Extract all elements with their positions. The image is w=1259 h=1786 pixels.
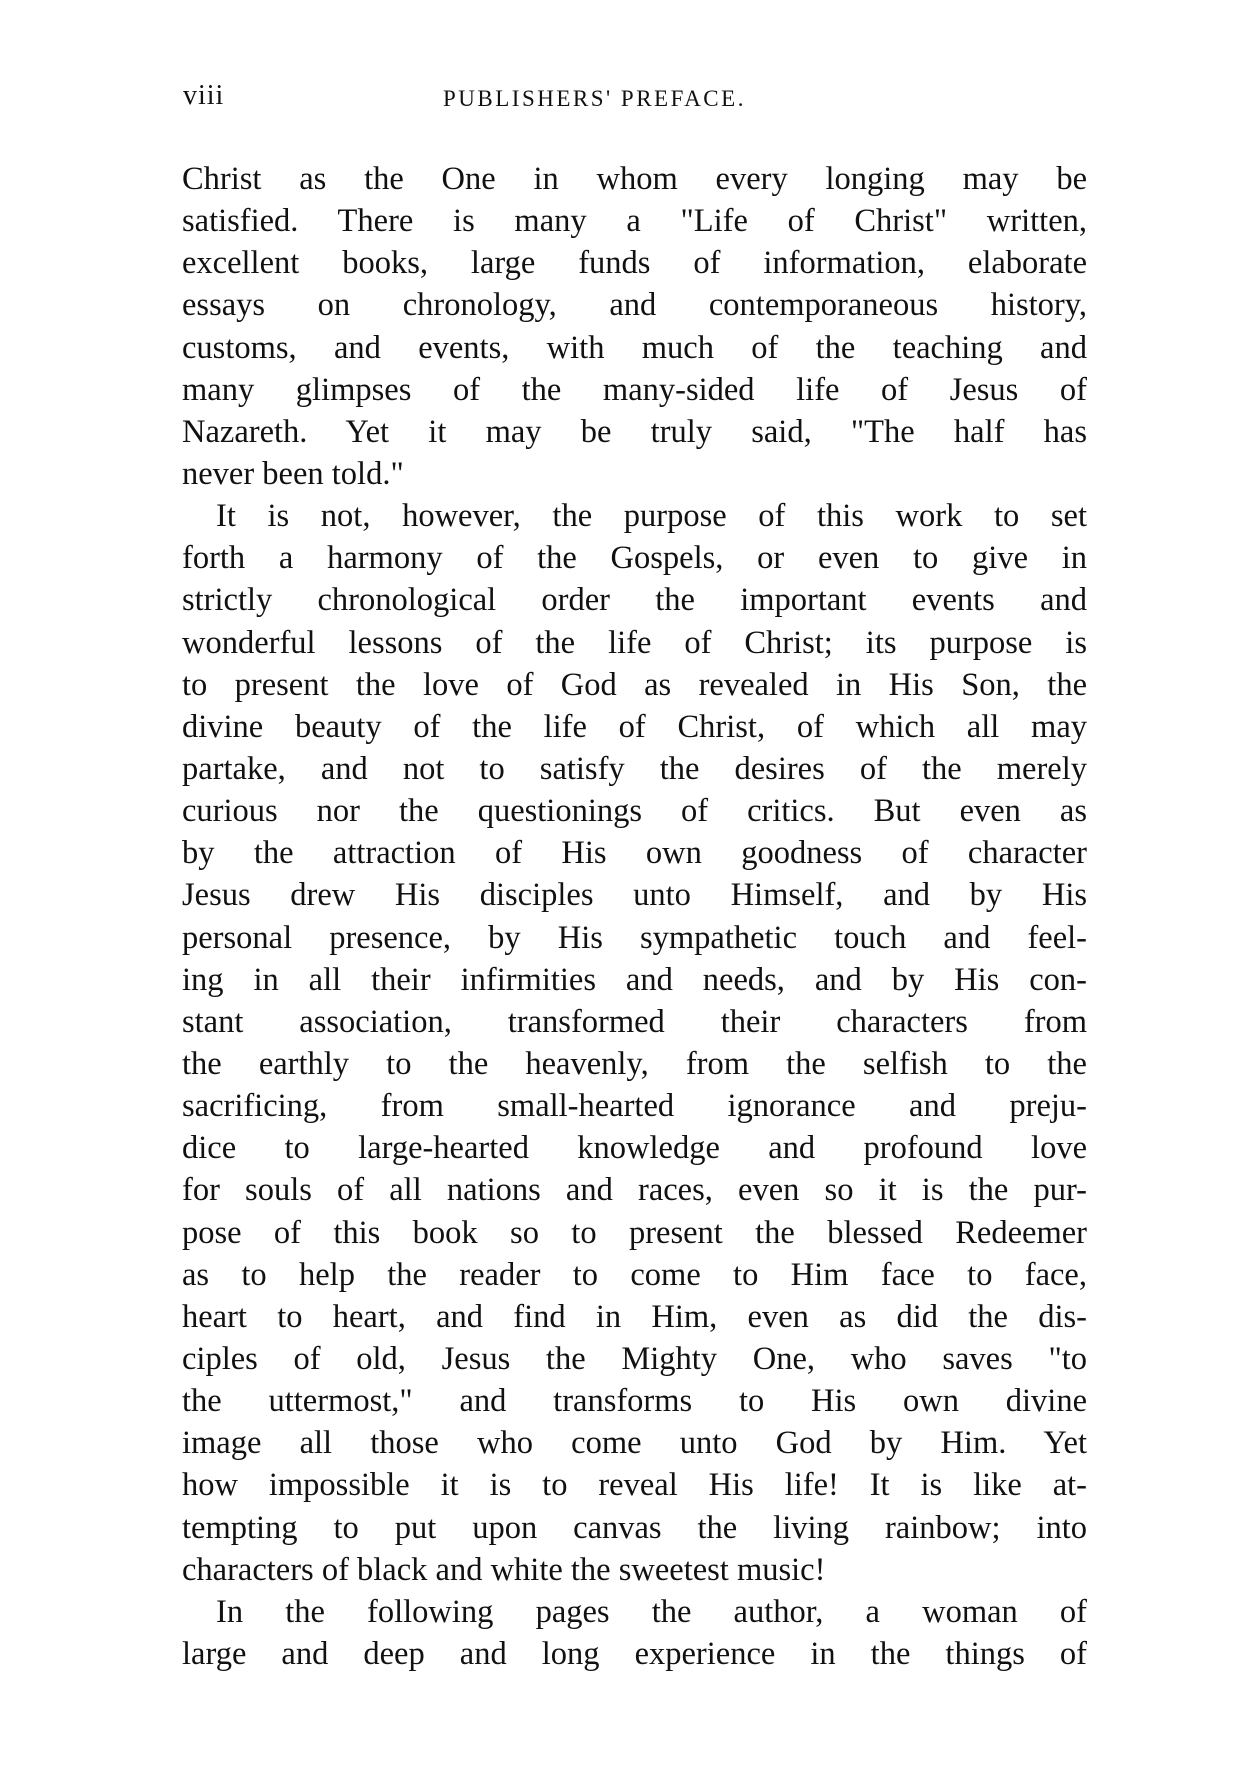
text-line: essays on chronology, and contemporaneous history, [182,287,1087,324]
text-line: partake, and not to satisfy the desires of the merely [182,750,1087,787]
text-line: ciples of old, Jesus the Mighty One, who saves "to [182,1340,1087,1377]
text-line: Christ as the One in whom every longing may be [182,161,1087,197]
text-line: many glimpses of the many-sided life of Jesus of [182,371,1087,408]
paragraph-2 [182,495,1087,1591]
text-line: image all those who come unto God by Him. Yet [182,1425,1087,1462]
text-line: dice to large-hearted knowledge and profound love [182,1130,1087,1167]
text-line: strictly chronological order the important events and [182,582,1087,619]
text-line: ing in all their infirmities and needs, and by His con- [182,961,1087,998]
text-line: curious nor the questionings of critics. But even as [182,793,1087,830]
running-head: PUBLISHERS' PREFACE. [443,86,746,111]
text-line: Jesus drew His disciples unto Himself, and by His [182,877,1087,914]
text-line: never been told." [182,455,404,492]
text-line: satisfied. There is many a "Life of Christ" written, [182,203,1087,240]
text-line: In the following pages the author, a woman of [216,1593,1087,1630]
text-line: personal presence, by His sympathetic touch and feel- [182,919,1087,956]
page-number: viii [183,80,225,111]
text-line: stant association, transformed their characters from [182,1003,1087,1040]
text-line: heart to heart, and find in Him, even as did the dis- [182,1298,1087,1335]
text-line: It is not, however, the purpose of this work to set [216,498,1087,535]
text-line: pose of this book so to present the blessed Redeemer [182,1214,1087,1251]
text-line: excellent books, large funds of information, elaborate [182,245,1087,282]
text-line: Nazareth. Yet it may be truly said, "The half has [182,413,1087,450]
text-line: tempting to put upon canvas the living rainbow; into [182,1509,1087,1546]
body-text [182,158,1087,1675]
text-line: as to help the reader to come to Him face to face, [182,1256,1087,1293]
text-line: for souls of all nations and races, even so it is the pur- [182,1172,1087,1209]
text-line: characters of black and white the sweetest music! [182,1551,826,1588]
text-line: the uttermost," and transforms to His own divine [182,1383,1087,1420]
text-line: sacrificing, from small-hearted ignorance and preju- [182,1088,1087,1125]
text-line: customs, and events, with much of the teaching and [182,329,1087,366]
text-line: forth a harmony of the Gospels, or even to give in [182,540,1087,577]
paragraph-3 [182,1591,1087,1675]
text-line: the earthly to the heavenly, from the selfish to the [182,1045,1087,1082]
text-line: large and deep and long experience in the things of [182,1635,1087,1672]
text-line: to present the love of God as revealed in His Son, the [182,666,1087,703]
text-line: divine beauty of the life of Christ, of which all may [182,708,1087,745]
text-line: by the attraction of His own goodness of character [182,835,1087,872]
paragraph-1 [182,158,1087,495]
text-line: how impossible it is to reveal His life! It is like at- [182,1467,1087,1504]
text-line: wonderful lessons of the life of Christ; its purpose is [182,624,1087,661]
